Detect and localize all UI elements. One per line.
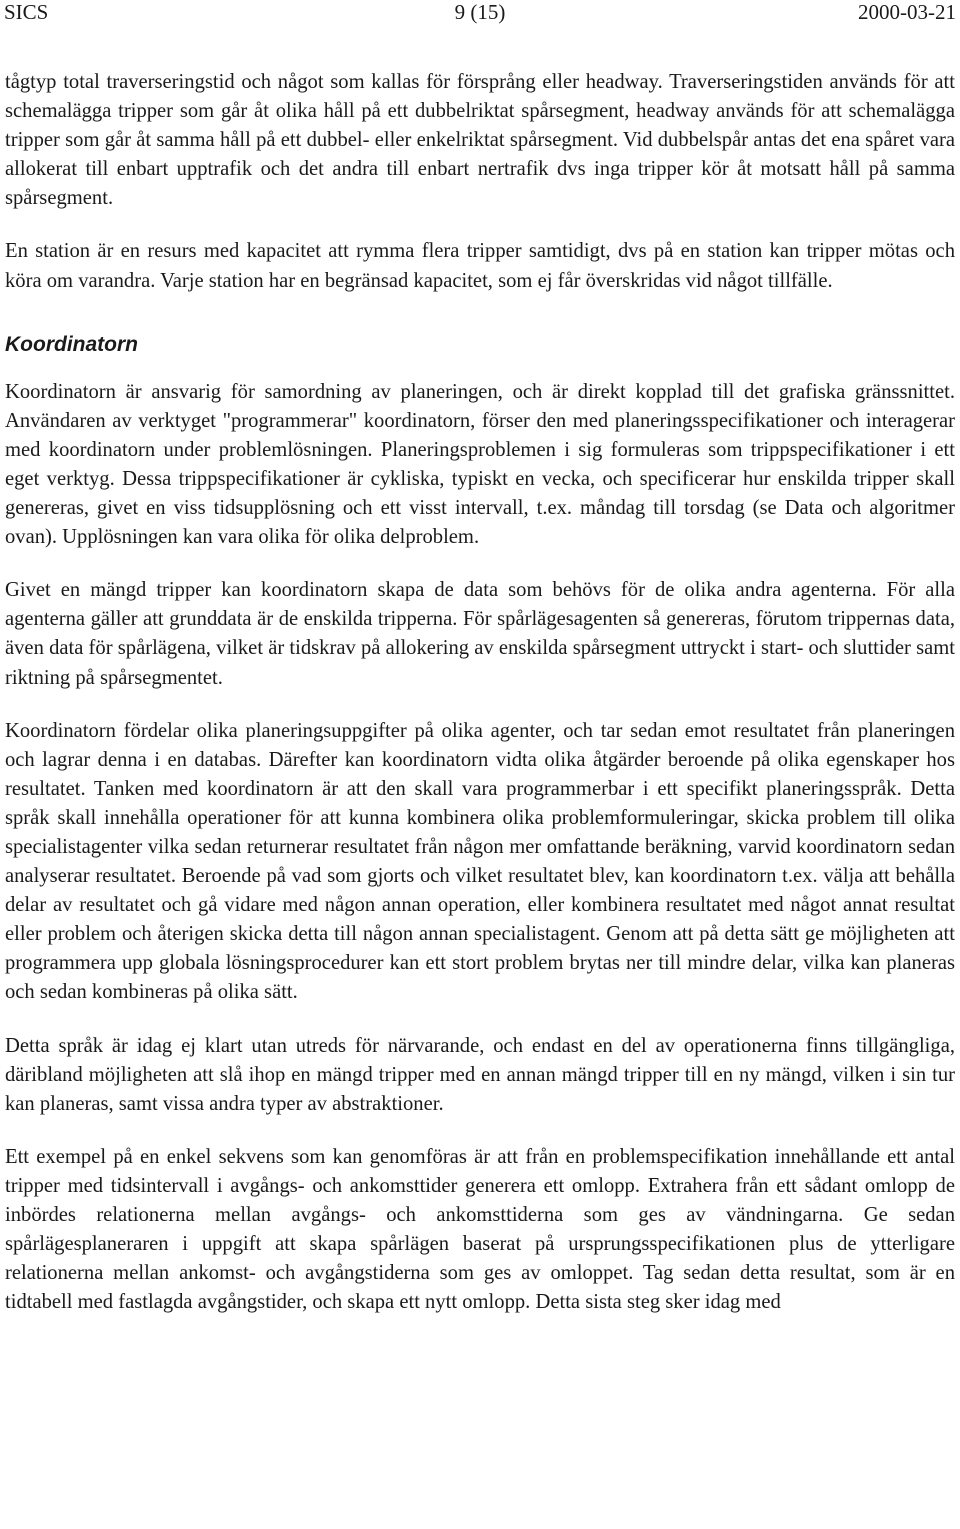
header-organization: SICS [4,0,49,24]
header-page-number: 9 (15) [454,0,506,24]
header-date: 2000-03-21 [858,0,956,24]
paragraph-planeringsuppgifter: Koordinatorn fördelar olika planeringsuppgifter på olika agenter, och tar sedan emot resultatet från planeringen och lagrar denna i en databas. Därefter kan koordinatorn vidta olika åtgärder beroende på olika egenskaper hos resultatet. Tanken med koordinatorn är att den skall vara programmerbar i ett specifikt planeringsspråk. Detta språk skall innehålla operationer för att kunna kombinera olika problemformuleringar, skicka problem till olika specialistagenter vilka sedan returnerar resultatet från någon mer omfattande beräkning, varvid koordinatorn sedan analyserar resultatet. Beroende på vad som gjorts och vilket resultatet blev, kan koordinatorn t.ex. välja att behålla delar av resultatet och gå vidare med någon annan operation, eller kombinera resultatet med något annat resultat eller problem och återigen skicka detta till någon annan specialistagent. Genom att på detta sätt ge möjligheten att programmera upp globala lösningsprocedurer kan ett stort problem brytas ner till mindre delar, vilka kan planeras och sedan kombineras på olika sätt. [5,719,955,1004]
section-heading-koordinatorn: Koordinatorn [5,332,138,356]
document-body [5,68,955,1317]
paragraph-agent-data: Givet en mängd tripper kan koordinatorn skapa de data som behövs för de olika andra agenterna. För alla agenterna gäller att grunddata är de enskilda tripperna. För spårlägesagenten så genereras, förutom trippernas data, även data för spårlägena, vilket är tidskrav på allokering av enskilda spårsegment uttryckt i start- och sluttider samt riktning på spårsegmentet. [5,579,955,689]
paragraph-sprak-status: Detta språk är idag ej klart utan utreds för närvarande, och endast en del av operationerna finns tillgängliga, däribland möjligheten att slå ihop en mängd tripper med en annan mängd tripper till en ny mängd, vilken i sin tur kan planeras, samt vissa andra typer av abstraktioner. [5,1034,955,1115]
paragraph-exempel: Ett exempel på en enkel sekvens som kan genomföras är att från en problemspecifikation innehållande ett antal tripper med tidsintervall i avgångs- och ankomsttider generera ett omlopp. Extrahera från ett sådant omlopp de inbördes relationerna mellan avgångs- och ankomsttiderna som ges av vändningarna. Ge sedan spårlägesplaneraren i uppgift att skapa spårlägen baserat på ursprungsspecifikationen plus de ytterligare relationerna mellan ankomst- och avgångstiderna som ges av omloppet. Tag sedan detta resultat, som är en tidtabell med fastlagda avgångstider, och skapa ett nytt omlopp. Detta sista steg sker idag med [5,1145,955,1314]
page-header [4,0,956,26]
paragraph-koordinatorn-ansvar: Koordinatorn är ansvarig för samordning av planeringen, och är direkt kopplad till det grafiska gränssnittet. Användaren av verktyget "programmerar" koordinatorn, förser den med planeringsspecifikationer och interagerar med koordinatorn under problemlösningen. Planeringsproblemen i sig formuleras som trippspecifikationer i ett eget verktyg. Dessa trippspecifikationer är cykliska, typiskt en vecka, och specificerar hur enskilda tripper skall genereras, givet en viss tidsupplösning och ett visst intervall, t.ex. måndag till torsdag (se Data och algoritmer ovan). Upplösningen kan vara olika för olika delproblem. [5,380,955,549]
paragraph-traversering: tågtyp total traverseringstid och något som kallas för försprång eller headway. Traverseringstiden används för att schemalägga tripper som går åt olika håll på ett dubbelriktat spårsegment, headway används för att schemalägga tripper som går åt samma håll på ett dubbel- eller enkelriktat spårsegment. Vid dubbelspår antas det ena spåret vara allokerat till enbart upptrafik och det andra till enbart nertrafik dvs inga tripper kör åt motsatt håll på samma spårsegment. [5,71,955,210]
paragraph-station: En station är en resurs med kapacitet att rymma flera tripper samtidigt, dvs på en station kan tripper mötas och köra om varandra. Varje station har en begränsad kapacitet, som ej får överskridas vid något tillfälle. [5,240,955,292]
